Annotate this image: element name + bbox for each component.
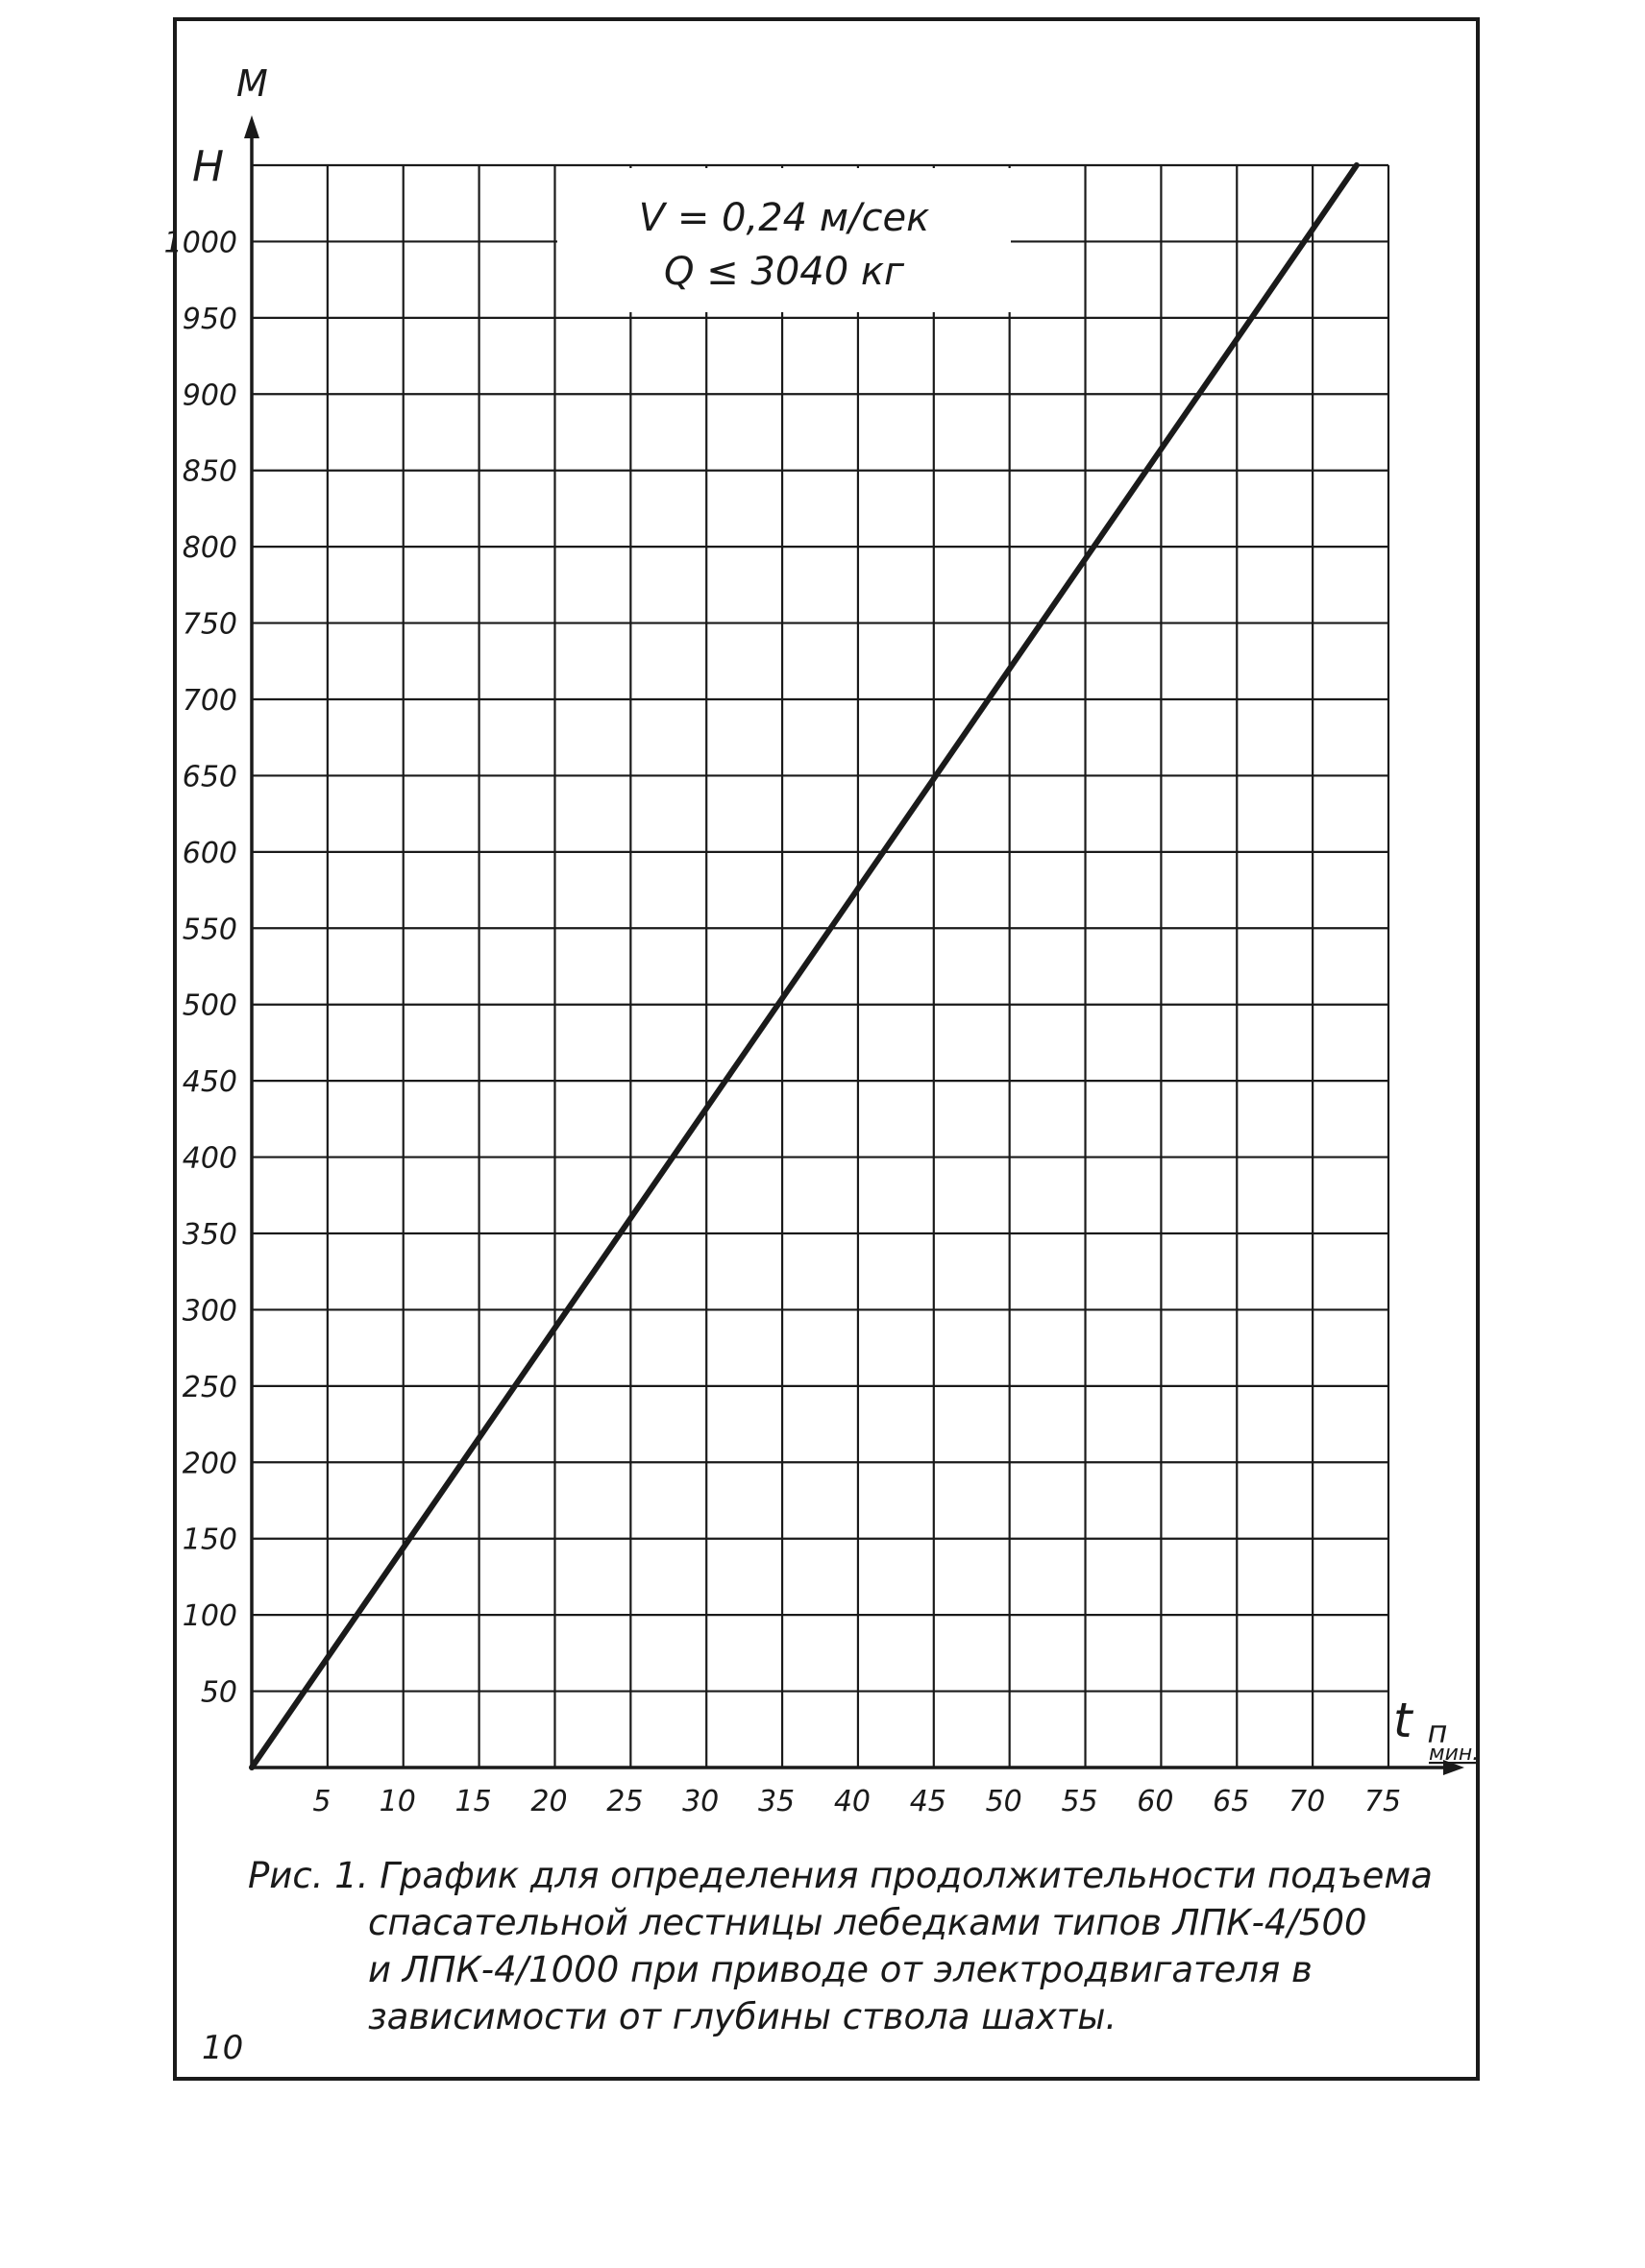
y-tick-label: 100 [182,1599,237,1634]
y-axis-arrow [244,115,259,138]
y-tick-label: 600 [182,836,237,870]
x-axis-label-main: t [1393,1693,1412,1748]
x-tick-label: 75 [1363,1785,1402,1818]
axes [244,115,1464,1775]
x-tick-label: 55 [1061,1785,1098,1818]
x-axis-label-unit: мин. [1429,1742,1480,1766]
x-tick-label: 65 [1213,1785,1250,1818]
x-tick-label: 10 [379,1785,416,1818]
y-tick-label: 50 [200,1675,237,1710]
figure-caption [248,1852,1433,2040]
x-tick-label: 70 [1289,1785,1326,1818]
x-tick-label: 35 [757,1785,796,1818]
y-tick-label: 650 [182,760,237,794]
y-tick-label: 800 [182,531,237,566]
x-tick-label: 45 [909,1785,946,1818]
x-tick-label: 5 [312,1785,331,1818]
y-axis-top-label: M [236,62,268,105]
annotation-load: Q ≤ 3040 кг [663,250,905,294]
series [252,165,1357,1768]
caption-line-1: Рис. 1. График для определения продолжительности подъема [248,1855,1433,1896]
y-tick-label: 900 [182,378,237,413]
x-tick-label: 40 [833,1785,872,1818]
y-axis-label: H [192,142,225,191]
x-tick-label: 15 [454,1785,492,1818]
grid [252,165,1388,1768]
series-line [252,165,1357,1768]
y-tick-label: 550 [182,913,237,947]
y-tick-label: 850 [182,454,237,489]
caption-line-3: и ЛПК-4/1000 при приводе от электродвигателя в [368,1949,1313,1990]
x-axis-label-sub: п [1427,1714,1448,1750]
y-tick-label: 150 [182,1523,237,1557]
x-tick-label: 30 [682,1785,720,1818]
caption-line-4: зависимости от глубины ствола шахты. [368,1996,1117,2037]
y-tick-label: 1000 [163,226,237,260]
y-tick-label: 700 [182,684,237,718]
x-tick-label: 25 [606,1785,644,1818]
page-number: 10 [202,2029,244,2067]
y-tick-label: 950 [182,302,237,336]
x-tick-label: 50 [985,1785,1022,1818]
annotation-speed: V = 0,24 м/сек [638,196,930,240]
y-tick-label: 400 [182,1141,237,1176]
y-tick-label: 200 [182,1447,237,1481]
x-tick-label: 60 [1137,1785,1174,1818]
y-tick-label: 300 [182,1294,237,1329]
y-tick-label: 750 [182,607,237,642]
y-tick-label: 500 [182,988,237,1023]
y-tick-label: 350 [182,1218,237,1252]
x-tick-label: 20 [530,1785,568,1818]
y-tick-label: 250 [182,1370,237,1404]
y-tick-label: 450 [182,1065,237,1100]
caption-line-2: спасательной лестницы лебедками типов ЛПК-4/500 [368,1902,1367,1943]
